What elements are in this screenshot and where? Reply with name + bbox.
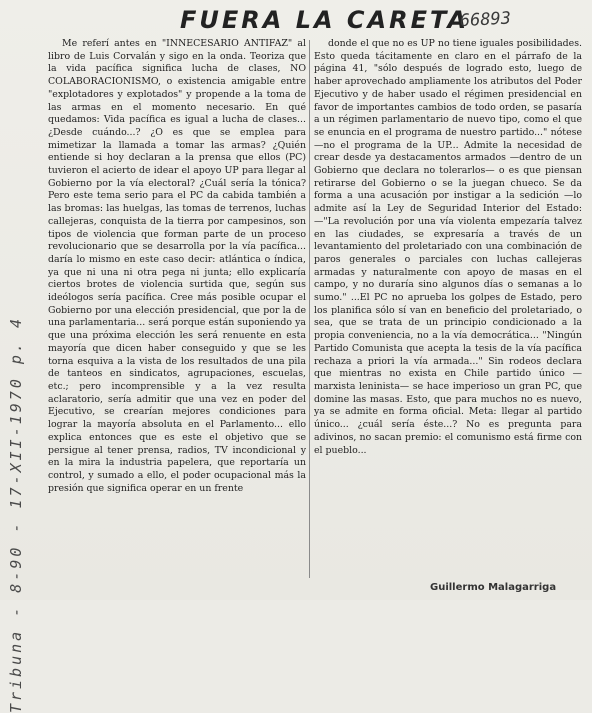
column-2-text: donde el que no es UP no tiene iguales posibilidades. Esto queda tácitamente en claro en el párrafo de la página 41, "sólo después de logrado esto, luego de haber aprovechado ampliamente los atributos del Poder Ejecutivo y de haber usado el régimen presidencial en favor de importantes cambios de todo orden, se pasaría a un régimen parlamentario de nuevo tipo, como el que se enuncia en el programa de nuestro partido..." nótese —no el programa de la UP... Admite la necesidad de crear desde ya destacamentos armados —dentro de un Gobierno que declara no tolerarlos— o es que piensan retirarse del Gobierno o se la juegan chueco. Se da forma a una acusación por instigar a la sedición —lo admite así la Ley de Seguridad Interior del Estado: —"La revolución por una vía violenta empezaría talvez en las ciudades, se expresaría a través de un levantamiento del proletariado con una combinación de paros generales o parciales con luchas callejeras armadas y naturalmente con apoyo de masas en el campo, y no duraría sino algunos días o semanas a lo sumo." ...El PC no aprueba los golpes de Estado, pero los planifica sólo sí van en beneficio del proletariado, o sea, que se trata de un principio condicionado a la propia conveniencia, no a la vía democrática... "Ningún Partido Comunista que acepta la tesis de la vía pacífica rechaza a priori la vía armada..." Sin rodeos declara que mientras no exista en Chile partido único —marxista leninista— se hace imperioso un gran PC, que domine las masas. Esto, que para muchos no es nuevo, ya se admite en forma oficial. Meta: llegar al partido único... ¿cuál sería éste...? No es pregunta para adivinos, no sacan premio: el comunismo está firme con el pueblo... xyxy=(314,38,582,456)
handwritten-margin-note: Tribuna - 8-90 - 17-XII-1970 p. 4 xyxy=(7,315,25,713)
article-title: FUERA LA CARETA xyxy=(180,6,470,34)
column-1-text: Me referí antes en "INNECESARIO ANTIFAZ" al libro de Luis Corvalán y sigo en la onda. Teoriza que la vida pacífica significa lucha de clases, NO COLABORACIONISMO, o existencia amigable entre "explotadores y explotados" y propende a la toma de las armas en el momento necesario. En qué quedamos: Vida pacífica es igual a lucha de clases... ¿Desde cuándo...? ¿O es que se emplea para mimetizar la llamada a tomar las armas? ¿Quién entiende si hoy declaran a la prensa que ellos (PC) tuvieron el acierto de idear el apoyo UP para llegar al Gobierno por la vía electoral? ¿Cuál sería la tónica? Pero este tema serio para el PC da cabida también a las bromas: las huelgas, las tomas de terrenos, luchas callejeras, conquista de la tierra por campesinos, son tipos de violencia que forman parte de un proceso revolucionario que se desarrolla por la vía pacífica... daría lo mismo en este caso decir: atlántica o índica, ya que ni una ni otra pega ni junta; ello explicaría ciertos brotes de violencia surtida que, según sus ideólogos sería pacífica. Cree más posible ocupar el Gobierno por una elección presidencial, que por la de una parlamentaria... será porque están suponiendo ya que una próxima elección les será renuente en esta mayoría que dicen haber conseguido y que se les torna esquiva a la vista de los resultados de una pila de tanteos en sindicatos, agrupaciones, escuelas, etc.; pero incomprensible y a la vez resulta aclaratorio, sería admitir que una vez en poder del Ejecutivo, se crearían mejores condiciones para lograr la mayoría absoluta en el Parlamento... ello explica entonces que es este el objetivo que se persigue al tener prensa, radios, TV incondicional y en la mira la industria papelera, que reportaría un control, y sumado a ello, el poder ocupacional más la presión que significa operar en un frente xyxy=(48,38,306,494)
handwritten-archive-code: 66893 xyxy=(459,8,512,32)
article-column-1 xyxy=(48,38,306,578)
article-column-2 xyxy=(314,38,582,578)
author-signature: Guillermo Malagarriga xyxy=(430,582,557,593)
column-divider xyxy=(309,40,310,578)
